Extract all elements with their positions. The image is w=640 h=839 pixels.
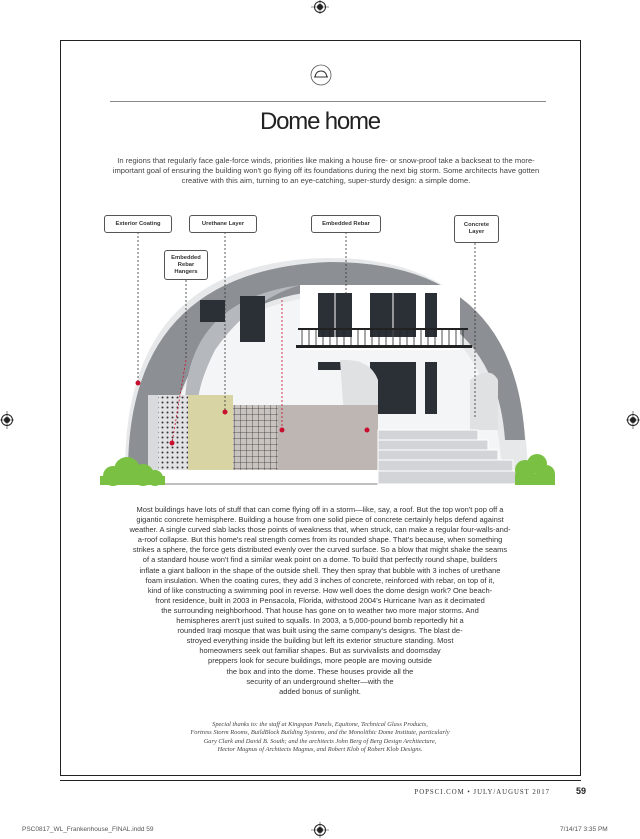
body-line: hemispheres aren't just suited to squalls. In 2003, a 5,000-pound bomb reportedly hit a	[176, 616, 464, 626]
page-title: Dome home	[260, 108, 380, 135]
rebar-hanger-layer	[158, 395, 188, 470]
footer-rule	[60, 780, 581, 781]
thanks-line: Hector Magnus of Architects Magnus, and Robert Klob of Robert Klob Designs.	[217, 746, 423, 754]
registration-mark-right-icon	[626, 411, 640, 429]
urethane-layer	[188, 395, 233, 470]
body-line: a-roof collapse. But this home's real strength comes from its rounded shape. That's because, when something	[137, 535, 503, 545]
title-rule	[110, 101, 546, 102]
registration-mark-top-icon	[311, 0, 329, 14]
body-line: weather. A single curved slab lacks those points of weakness that, when struck, can make a regular four-walls-and-	[129, 525, 511, 535]
body-line: preppers look for secure buildings, more people are moving outside	[208, 656, 432, 666]
body-line: the box and into the dome. These houses provide all the	[226, 666, 414, 676]
body-line: front residence, built in 2003 in Pensacola, Florida, withstood 2004's Hurricane Ivan as it decimated	[155, 595, 485, 605]
special-thanks	[120, 721, 520, 755]
body-line: stroyed everything inside the building but left its exterior structure standing. Most	[186, 636, 454, 646]
body-line: of a standard house won't find a similar weak point on a dome. To build that perfectly round shape, builders	[142, 555, 498, 565]
body-line: Most buildings have lots of stuff that can come flying off in a storm—like, say, a roof. But the top won't pop off a	[136, 505, 504, 514]
label-embedded-rebar-hangers: Embedded Rebar Hangers	[164, 250, 208, 280]
body-text	[110, 505, 530, 697]
label-urethane-layer: Urethane Layer	[189, 215, 257, 233]
footer-publication: POPSCI.COM • JULY/AUGUST 2017	[414, 789, 550, 796]
label-exterior-coating: Exterior Coating	[104, 215, 172, 233]
file-slug: PSC0817_WL_Frankenhouse_FINAL.indd 59	[22, 826, 154, 833]
body-line: strikes a sphere, the force gets distributed evenly over the curved surface. So a blow that might shake the seams	[132, 545, 508, 555]
concrete-layer	[278, 405, 378, 470]
print-timestamp: 7/14/17 3:35 PM	[560, 826, 608, 833]
dome-section-icon	[310, 64, 332, 86]
registration-mark-bottom-icon	[311, 822, 329, 838]
body-line: homeowners seek out familiar shapes. But as survivalists and doomsday	[199, 646, 441, 656]
thanks-line: Fortress Storm Rooms, BuildBlock Building Systems, and the Monolithic Dome Institute, particularly	[190, 729, 450, 737]
body-line: added bonus of sunlight.	[279, 686, 361, 696]
body-line: security of an underground shelter—with the	[246, 676, 394, 686]
embedded-rebar-layer	[233, 405, 278, 470]
intro-paragraph: In regions that regularly face gale-force winds, priorities like making a house fire- or snow-proof take a backseat to the more-important goal of ensuring the building won't go flying off its foundations during the next big storm. Some architects have gotten creative with this aim, turning to an eye-catching, super-sturdy design: a simple dome.	[112, 156, 540, 186]
label-concrete-layer: Concrete Layer	[454, 215, 499, 243]
registration-mark-left-icon	[0, 411, 14, 429]
body-line: rounded Iraqi mosque that was built using the same company's designs. The blast de-	[177, 626, 463, 636]
label-embedded-rebar: Embedded Rebar	[311, 215, 381, 233]
body-line: kind of like constructing a swimming pool in reverse. How well does the dome design work? One beach-	[147, 585, 493, 595]
body-line: gigantic concrete hemisphere. Building a house from one solid piece of concrete certainly helps defend against	[136, 515, 504, 525]
body-line: the surrounding neighborhood. That house has gone on to weather two more major storms. And	[161, 605, 479, 615]
body-line: inflate a giant balloon in the shape of the outside shell. They then spray that bubble with 3 inches of urethane	[139, 565, 501, 575]
thanks-line: Special thanks to: the staff at Kingspan Panels, Equitone, Technical Glass Products,	[212, 721, 428, 728]
body-line: foam insulation. When the coating cures, they add 3 inches of concrete, reinforced with rebar, on top of it,	[145, 575, 495, 585]
thanks-line: Gary Clark and David B. South; and the architects John Berg of Berg Design Architecture,	[203, 737, 437, 745]
exterior-coating-layer	[148, 395, 158, 470]
page-number: 59	[576, 786, 587, 796]
